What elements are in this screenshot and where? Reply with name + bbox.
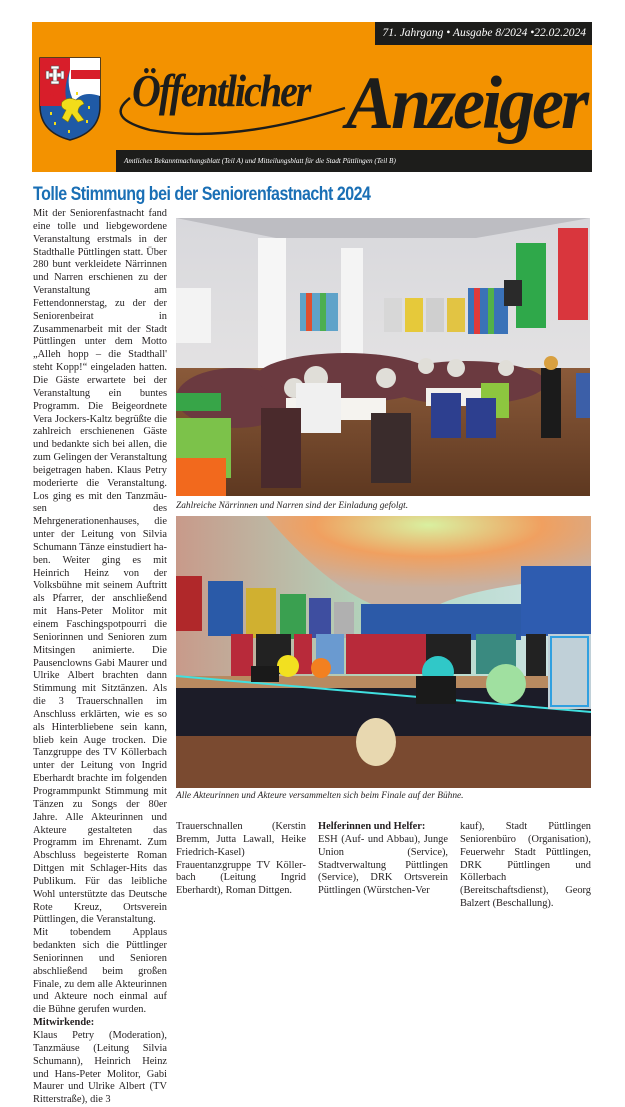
photo-stage-image — [176, 516, 591, 788]
photo-audience-image — [176, 218, 590, 496]
svg-text:Öffentlicher: Öffentlicher — [132, 66, 310, 117]
newspaper-logo — [110, 46, 590, 146]
photo-audience — [176, 218, 590, 496]
contributors-text: Trauerschnallen (Kerstin Bremm, Jutta Lawall, Heike Friedrich-Kasel) Frauentanzgruppe TV Köllerbach (Leitung Ingrid Eberhardt), Roman Dittgen. — [176, 821, 306, 897]
article-column-3 — [318, 821, 448, 898]
article-column-2 — [176, 821, 306, 898]
photo-stage — [176, 516, 591, 788]
article-column-1 — [33, 208, 167, 1107]
svg-text:Anzeiger: Anzeiger — [346, 60, 587, 145]
issue-info: 71. Jahrgang • Ausgabe 8/2024 •22.02.2024 — [375, 22, 592, 45]
article-column-4 — [460, 821, 591, 911]
masthead — [32, 22, 592, 172]
article-paragraph: Mit tobendem Applaus bedankten sich die Püttlinger Seniorinnen und Senioren abschließend beim großen Finale, zu dem alle Akteurinnen und Akteure noch einmal auf die Bühne gerufen wurden. — [33, 927, 167, 1016]
helpers-text: ESH (Auf- und Abbau), Junge Union (Service), Stadtverwaltung Püttlingen (Service), DRK Ortsverein Püttlingen (Würstchen-Ver — [318, 833, 448, 897]
helpers-text: kauf), Stadt Püttlingen Seniorenbüro (Organisation), Feuerwehr Stadt Püttlingen, DRK Püttlingen und Köllerbach (Bereitschaftsdienst), Georg Balzert (Beschallung). — [460, 821, 591, 910]
article-paragraph: Mit der Seniorenfastnacht fand eine tolle und liebgewordene Veranstaltung erstmals in der Stadthalle Püttlingen statt. Über 280 bunt verkleidete Närrinnen und Narren erschienen zu der Veranstaltung am Fettendonnerstag, zu der der Seniorenbeirat in Zusammenarbeit mit der Stadt Püttlingen unter dem Motto „Alleh hopp – die Stadthall' steht Kopp!“ eingeladen hatten. Die Gäste erwartete bei der Veranstaltung ein buntes Programm. Die Beigeordnete Vera Jockers-Kaltz begrüßte die zahlreich erschienenen Gäste und bedankte sich bei allen, die zum Gelingen der Veranstaltung beigetragen haben. Klaus Petry moderierte die Veranstaltung. Los ging es mit den Tanzmäusen des Mehrgenerationenhauses, die unter der Leitung von Silvia Schumann Tänze einstudiert haben. Weiter ging es mit Heinrich Heinz von der Volksbühne mit seinem Auftritt als Pfarrer, der anschließend mit Hans-Peter Molitor mit einem Faschingspotpourri die Seniorinnen und Senioren zum Mitsingen animierte. Die Pausenclowns Gabi Maurer und Ulrike Albert brachten dann Stimmung mit Sitztänzen. Als die 3 Trauerschnallen im Anschluss erklärten, wie es so als Hinterbliebene sein kann, blieb kein Auge trocken. Die Tanzgruppe des TV Köllerbach unter der Leitung von Ingrid Eberhardt brachte im folgenden Programmpunkt Stimmung mit Tänzen zu Songs der 80er Jahre. Alle Akteurinnen und Akteure gestalteten das Programm im Ehrenamt. Zum Abschluss begeisterte Roman Dittgen mit Schlager-Hits das Publikum. Für das leibliche Wohl unterstützte das Deutsche Rote Kreuz, Ortsverein Püttlingen, die Veranstaltung. — [33, 208, 167, 926]
photo-caption: Zahlreiche Närrinnen und Narren sind der Einladung gefolgt. — [176, 501, 409, 511]
contributors-text: Klaus Petry (Moderation), Tanzmäuse (Leitung Silvia Schumann), Heinrich Heinz und Hans-Peter Molitor, Gabi Maurer und Ulrike Albert (TV Ritterstraße), die 3 — [33, 1030, 167, 1106]
coat-of-arms-icon — [38, 56, 102, 142]
masthead-subtitle: Amtliches Bekanntmachungsblatt (Teil A) und Mitteilungsblatt für die Stadt Püttlingen (Teil B) — [116, 150, 592, 172]
helpers-heading: Helferinnen und Helfer: — [318, 821, 426, 832]
article-headline: Tolle Stimmung bei der Seniorenfastnacht 2024 — [33, 183, 371, 205]
photo-caption: Alle Akteurinnen und Akteure versammelten sich beim Finale auf der Bühne. — [176, 791, 464, 801]
contributors-heading: Mitwirkende: — [33, 1017, 95, 1029]
